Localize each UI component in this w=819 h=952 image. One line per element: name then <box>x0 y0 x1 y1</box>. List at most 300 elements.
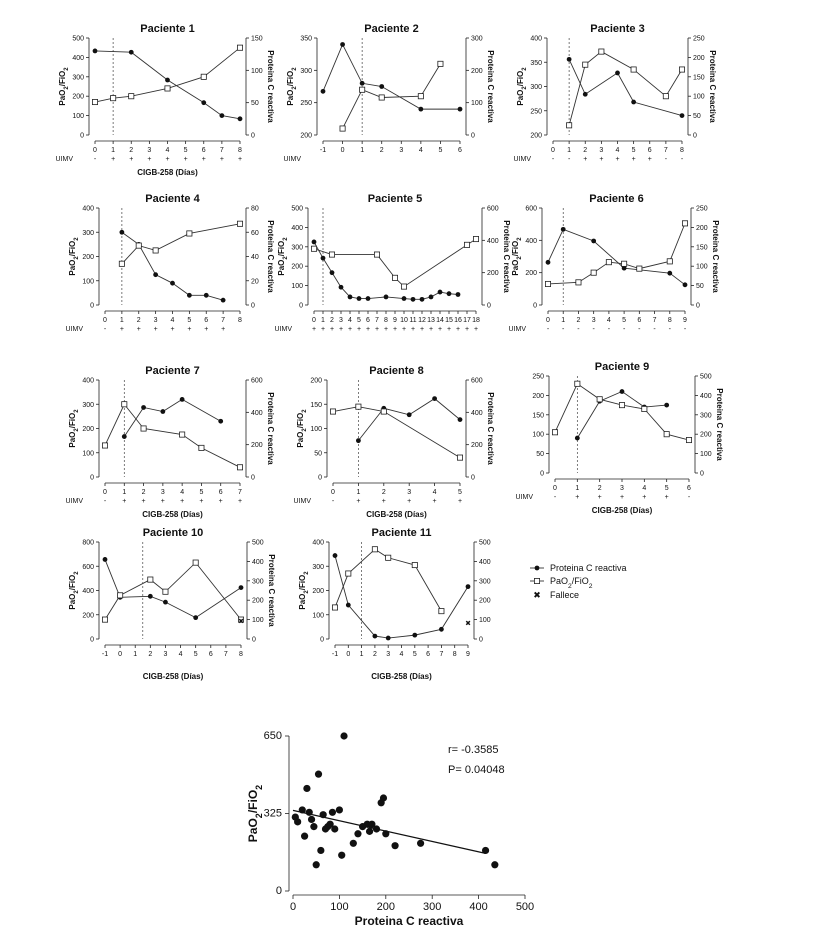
panel-title: Paciente 1 <box>140 23 195 35</box>
y-tick-label-left: 400 <box>82 205 94 213</box>
y-tick-label-left: 600 <box>82 563 94 571</box>
uimv-label: UIMV <box>508 326 526 333</box>
panel-9 <box>516 361 725 515</box>
x-tick-label: 5 <box>193 651 198 658</box>
legend-pafi-label: PaO$_2$/FiO$_2$ <box>550 576 593 590</box>
panel-4 <box>66 193 276 333</box>
x-tick-label: 12 <box>418 317 426 324</box>
crp-point <box>204 293 209 298</box>
pafi-point <box>136 243 141 248</box>
pafi-point <box>597 397 602 402</box>
x-tick-label: 0 <box>553 485 557 492</box>
panel-title: Paciente 9 <box>594 361 650 373</box>
x-tick-label: 6 <box>426 651 431 658</box>
x-tick-label: 7 <box>375 317 379 324</box>
x-tick-label: 0 <box>103 317 107 324</box>
panel-3 <box>514 23 718 163</box>
crp-point <box>667 271 672 276</box>
pafi-point <box>473 236 478 241</box>
x-tick-label: 6 <box>647 147 652 154</box>
uimv-mark: + <box>428 326 434 333</box>
y-tick-label-left: 200 <box>72 93 84 101</box>
pafi-point <box>119 261 124 266</box>
scatter-y-tick-label: 325 <box>263 807 282 820</box>
y-tick-label-left: 200 <box>532 392 544 400</box>
y-tick-label-right: 200 <box>700 431 712 439</box>
crp-point <box>664 403 669 408</box>
x-tick-label: 1 <box>356 489 361 496</box>
y-axis-title-left: PaO$_2$/FiO$_2$ <box>58 67 70 106</box>
y-tick-label-right: 100 <box>252 617 264 625</box>
y-tick-label-left: 200 <box>312 588 324 595</box>
pafi-point <box>591 270 596 275</box>
pafi-point <box>237 465 242 470</box>
pafi-point <box>386 555 391 560</box>
panel-10 <box>68 527 276 681</box>
uimv-mark: - <box>668 326 671 333</box>
pafi-point <box>637 266 642 271</box>
y-tick-label-left: 500 <box>72 35 84 43</box>
pafi-point <box>148 577 153 582</box>
x-tick-label: 8 <box>452 651 457 658</box>
pafi-point <box>686 437 691 442</box>
panel-title: Paciente 8 <box>369 365 424 377</box>
uimv-mark: + <box>187 326 192 333</box>
x-tick-label: 5 <box>458 489 462 496</box>
pafi-point <box>346 571 351 576</box>
y-tick-label-left: 200 <box>291 263 303 271</box>
x-tick-label: 4 <box>615 147 620 154</box>
pafi-point <box>457 455 462 460</box>
crp-point <box>447 291 452 296</box>
x-tick-label: 5 <box>622 317 627 324</box>
y-tick-label-right: 500 <box>479 539 491 547</box>
uimv-mark: - <box>607 326 611 333</box>
y-tick-label-left: 100 <box>310 426 322 433</box>
x-axis-title: CIGB-258 (Días) <box>137 168 198 177</box>
crp-point <box>466 584 471 589</box>
crp-point <box>458 417 463 422</box>
crp-point <box>218 419 223 424</box>
y-tick-label-left: 300 <box>312 563 324 571</box>
y-tick-label-left: 200 <box>82 426 94 433</box>
scatter-x-tick-label: 200 <box>376 901 395 913</box>
crp-line <box>577 392 666 439</box>
x-tick-label: 11 <box>409 317 417 324</box>
x-tick-label: 2 <box>381 489 386 496</box>
y-tick-label-right: 300 <box>252 578 264 586</box>
panel-title: Paciente 3 <box>590 23 645 35</box>
crp-point <box>357 296 362 301</box>
y-tick-label-left: 500 <box>291 205 303 213</box>
panel-8 <box>294 365 496 519</box>
y-tick-label-left: 100 <box>82 450 94 458</box>
scatter-x-tick-label: 300 <box>423 901 442 913</box>
x-tick-label: 6 <box>218 489 223 496</box>
y-tick-label-left: 300 <box>300 67 312 75</box>
scatter-point <box>310 823 317 830</box>
uimv-mark: - <box>567 156 571 163</box>
y-tick-label-left: 0 <box>299 302 303 310</box>
y-tick-label-left: 200 <box>530 132 542 140</box>
x-tick-label: 2 <box>141 489 146 496</box>
crp-point <box>312 240 317 245</box>
y-tick-label-left: 0 <box>80 132 84 140</box>
crp-point <box>330 270 335 275</box>
x-tick-label: 3 <box>386 651 391 658</box>
x-tick-label: 2 <box>576 317 581 324</box>
pafi-point <box>438 61 443 66</box>
crp-point <box>366 296 371 301</box>
uimv-mark: + <box>647 156 652 163</box>
pafi-point <box>664 432 669 437</box>
pafi-point <box>606 260 611 265</box>
pafi-point <box>663 94 668 99</box>
x-tick-label: 3 <box>591 317 596 324</box>
y-axis-title-right: Proteina C reactiva <box>715 388 724 461</box>
pafi-line <box>105 563 241 620</box>
y-axis-title-left: PaO$_2$/FiO$_2$ <box>511 237 523 276</box>
crp-point <box>321 89 326 94</box>
crp-point <box>165 78 170 83</box>
pafi-point <box>329 252 334 257</box>
pafi-point <box>418 94 423 99</box>
y-tick-label-left: 150 <box>310 401 322 409</box>
x-axis-title: CIGB-258 (Días) <box>371 672 432 681</box>
pafi-point <box>372 547 377 552</box>
scatter-x-tick-label: 500 <box>515 901 535 913</box>
scatter-point <box>338 852 345 859</box>
x-tick-label: 7 <box>223 651 228 658</box>
crp-point <box>411 297 416 302</box>
y-tick-label-right: 300 <box>700 412 712 420</box>
x-tick-label: 2 <box>136 317 141 324</box>
uimv-mark: + <box>642 494 647 501</box>
crp-point <box>567 57 572 62</box>
crp-line <box>569 59 682 115</box>
pafi-line <box>333 407 460 458</box>
uimv-label: UIMV <box>293 498 311 505</box>
y-axis-title-right: Proteina C reactiva <box>266 220 275 293</box>
y-tick-label-left: 200 <box>310 377 322 385</box>
y-tick-label-left: 800 <box>82 539 94 547</box>
uimv-mark: - <box>562 326 565 333</box>
x-tick-label: 17 <box>463 317 471 324</box>
crp-point <box>591 239 596 244</box>
uimv-mark: + <box>170 326 175 333</box>
uimv-mark: + <box>383 326 389 333</box>
y-tick-label-right: 40 <box>251 254 259 261</box>
x-tick-label: 0 <box>312 317 316 324</box>
panel-11 <box>298 527 491 681</box>
correlation-r: r= -0.3585 <box>448 744 499 756</box>
y-tick-label-right: 500 <box>700 373 712 381</box>
pafi-point <box>439 609 444 614</box>
y-tick-label-right: 150 <box>693 74 705 82</box>
scatter-x-tick-label: 100 <box>330 901 349 913</box>
crp-point <box>379 84 384 89</box>
uimv-mark: + <box>204 326 209 333</box>
uimv-mark: + <box>160 498 165 505</box>
y-tick-label-right: 600 <box>471 377 483 385</box>
y-tick-label-left: 400 <box>525 237 537 245</box>
scatter-point <box>294 818 301 825</box>
panel-2 <box>284 23 496 163</box>
y-tick-label-left: 200 <box>300 132 312 140</box>
crp-point <box>221 298 226 303</box>
pafi-point <box>667 259 672 264</box>
x-tick-label: 2 <box>583 147 588 154</box>
uimv-mark: + <box>165 156 170 163</box>
pafi-point <box>311 246 316 251</box>
x-tick-label: 1 <box>561 317 566 324</box>
crp-line <box>358 399 460 441</box>
crp-point <box>333 553 338 558</box>
y-axis-title-right: Proteina C reactiva <box>711 220 720 293</box>
uimv-mark: - <box>664 156 668 163</box>
crp-point <box>356 438 361 443</box>
pafi-point <box>619 403 624 408</box>
y-tick-label-right: 150 <box>251 35 263 43</box>
y-tick-label-left: 400 <box>312 539 324 547</box>
pafi-point <box>332 605 337 610</box>
x-tick-label: 2 <box>372 651 377 658</box>
uimv-mark: + <box>446 326 452 333</box>
panel-1 <box>56 23 276 177</box>
y-tick-label-right: 400 <box>251 409 263 417</box>
crp-point <box>187 293 192 298</box>
pafi-line <box>548 223 685 284</box>
uimv-mark: + <box>583 156 588 163</box>
uimv-mark: + <box>631 156 636 163</box>
x-tick-label: 18 <box>472 317 480 324</box>
uimv-label: UIMV <box>513 156 531 163</box>
y-tick-label-left: 400 <box>72 54 84 62</box>
y-tick-label-left: 300 <box>82 229 94 237</box>
y-tick-label-right: 0 <box>471 474 475 482</box>
pafi-point <box>92 99 97 104</box>
panel-title: Paciente 2 <box>364 23 419 35</box>
pafi-point <box>401 284 406 289</box>
uimv-mark: + <box>111 156 116 163</box>
y-tick-label-left: 400 <box>82 588 94 595</box>
y-tick-label-right: 100 <box>251 67 263 75</box>
y-tick-label-right: 0 <box>251 132 255 140</box>
scatter-point <box>350 840 357 847</box>
y-tick-label-right: 0 <box>693 132 697 140</box>
crp-line <box>95 51 240 119</box>
uimv-mark: + <box>437 326 443 333</box>
pafi-point <box>201 74 206 79</box>
uimv-mark: + <box>419 326 425 333</box>
crp-point <box>119 230 124 235</box>
y-tick-label-right: 100 <box>696 263 708 271</box>
y-tick-label-right: 400 <box>471 409 483 417</box>
uimv-label: UIMV <box>283 156 301 163</box>
y-axis-title-right: Proteina C reactiva <box>486 50 495 123</box>
crp-point <box>575 436 580 441</box>
pafi-point <box>599 49 604 54</box>
x-tick-label: -1 <box>319 147 327 154</box>
x-tick-label: 8 <box>238 317 242 324</box>
x-tick-label: 6 <box>201 147 206 154</box>
crp-point <box>615 71 620 76</box>
x-tick-label: 0 <box>346 651 351 658</box>
y-tick-label-left: 400 <box>530 35 542 43</box>
y-tick-label-left: 600 <box>525 205 537 213</box>
y-tick-label-right: 400 <box>487 237 499 245</box>
crp-point <box>122 434 127 439</box>
x-tick-label: 0 <box>118 651 123 658</box>
y-tick-label-right: 80 <box>251 205 259 213</box>
crp-point <box>239 585 244 590</box>
x-tick-label: 1 <box>122 489 127 496</box>
x-tick-label: 4 <box>348 317 352 324</box>
pafi-point <box>583 62 588 67</box>
y-axis-title-right: Proteina C reactiva <box>267 554 276 627</box>
y-tick-label-left: 0 <box>320 636 324 644</box>
x-tick-label: 4 <box>170 317 175 324</box>
y-tick-label-left: 300 <box>72 74 84 82</box>
x-tick-label: 1 <box>359 651 364 658</box>
scatter-point <box>315 771 322 778</box>
uimv-mark: + <box>619 494 625 501</box>
scatter-point <box>336 806 343 813</box>
y-tick-label-right: 200 <box>251 442 263 450</box>
pafi-point <box>679 67 684 72</box>
uimv-mark: + <box>599 156 604 163</box>
crp-point <box>219 113 224 118</box>
x-tick-label: 3 <box>399 147 404 154</box>
pafi-line <box>95 48 240 102</box>
y-tick-label-right: 400 <box>700 392 712 400</box>
x-tick-label: 2 <box>148 651 153 658</box>
uimv-mark: + <box>374 326 380 333</box>
panel-7 <box>66 365 276 519</box>
y-tick-label-right: 100 <box>700 451 712 459</box>
x-tick-label: 4 <box>642 485 647 492</box>
legend <box>530 563 627 600</box>
x-tick-label: 4 <box>606 317 611 324</box>
y-tick-label-left: 0 <box>90 302 94 310</box>
uimv-mark: + <box>455 326 461 333</box>
x-tick-label: 5 <box>412 651 417 658</box>
crp-point <box>384 295 389 300</box>
x-tick-label: 6 <box>687 485 691 492</box>
x-tick-label: 2 <box>330 317 334 324</box>
scatter-point <box>366 828 373 835</box>
x-tick-label: 3 <box>163 651 168 658</box>
pafi-point <box>567 123 572 128</box>
uimv-label: UIMV <box>55 156 73 163</box>
scatter-point <box>329 809 336 816</box>
death-marker: ✖ <box>238 618 244 626</box>
uimv-mark: + <box>338 326 344 333</box>
x-tick-label: 1 <box>111 147 116 154</box>
pafi-point <box>552 430 557 435</box>
y-tick-label-right: 50 <box>693 113 701 121</box>
y-tick-label-right: 0 <box>487 302 491 310</box>
x-tick-label: 8 <box>384 317 388 324</box>
crp-point <box>193 615 198 620</box>
crp-line <box>105 559 241 617</box>
uimv-mark: + <box>180 498 185 505</box>
x-axis-title: CIGB-258 (Días) <box>366 510 427 519</box>
uimv-mark: + <box>410 326 416 333</box>
pafi-point <box>682 221 687 226</box>
y-axis-title-right: Proteina C reactiva <box>266 392 275 465</box>
x-tick-label: 9 <box>683 317 687 324</box>
scatter-panel <box>246 730 534 928</box>
uimv-mark: + <box>356 326 362 333</box>
uimv-mark: + <box>122 498 127 505</box>
crp-point <box>412 633 417 638</box>
y-tick-label-left: 350 <box>530 59 542 67</box>
y-tick-label-right: 0 <box>251 474 255 482</box>
uimv-mark: + <box>457 498 463 505</box>
crp-point <box>456 292 461 297</box>
x-tick-label: 3 <box>153 317 158 324</box>
uimv-mark: + <box>218 498 223 505</box>
y-tick-label-right: 250 <box>696 205 708 213</box>
crp-point <box>438 290 443 295</box>
y-tick-label-left: 200 <box>82 254 94 261</box>
scatter-point <box>331 825 338 832</box>
x-tick-label: 10 <box>400 317 408 324</box>
uimv-mark: + <box>365 326 371 333</box>
crp-point <box>163 600 168 605</box>
pafi-point <box>180 432 185 437</box>
x-tick-label: 1 <box>567 147 572 154</box>
y-tick-label-left: 400 <box>82 377 94 385</box>
uimv-mark: - <box>103 498 107 505</box>
uimv-mark: + <box>320 326 326 333</box>
uimv-mark: + <box>392 326 398 333</box>
crp-point <box>170 281 175 286</box>
crp-point <box>418 107 423 112</box>
pafi-point <box>199 445 204 450</box>
uimv-mark: - <box>592 326 595 333</box>
y-tick-label-right: 200 <box>487 270 499 278</box>
uimv-mark: + <box>237 498 243 505</box>
scatter-point <box>317 847 324 854</box>
y-axis-title-left: PaO$_2$/FiO$_2$ <box>296 409 308 448</box>
y-tick-label-right: 200 <box>696 224 708 232</box>
x-tick-label: 6 <box>637 317 642 324</box>
x-tick-label: 5 <box>664 485 669 492</box>
uimv-mark: - <box>653 326 656 333</box>
uimv-mark: - <box>680 156 684 163</box>
uimv-mark: + <box>311 326 317 333</box>
y-tick-label-left: 0 <box>90 636 94 644</box>
y-tick-label-left: 300 <box>291 244 303 252</box>
y-tick-label-left: 0 <box>90 474 94 482</box>
x-tick-label: 1 <box>575 485 580 492</box>
crp-point <box>321 256 326 261</box>
x-tick-label: 1 <box>133 651 138 658</box>
x-tick-label: 3 <box>160 489 165 496</box>
y-axis-title-left: PaO$_2$/FiO$_2$ <box>68 571 80 610</box>
uimv-mark: + <box>356 498 361 505</box>
pafi-point <box>102 617 107 622</box>
x-tick-label: 5 <box>631 147 636 154</box>
x-tick-label: 6 <box>204 317 209 324</box>
y-tick-label-left: 200 <box>82 612 94 620</box>
y-tick-label-left: 300 <box>530 84 542 91</box>
pafi-point <box>187 231 192 236</box>
crp-line <box>314 242 458 299</box>
pafi-point <box>412 562 417 567</box>
